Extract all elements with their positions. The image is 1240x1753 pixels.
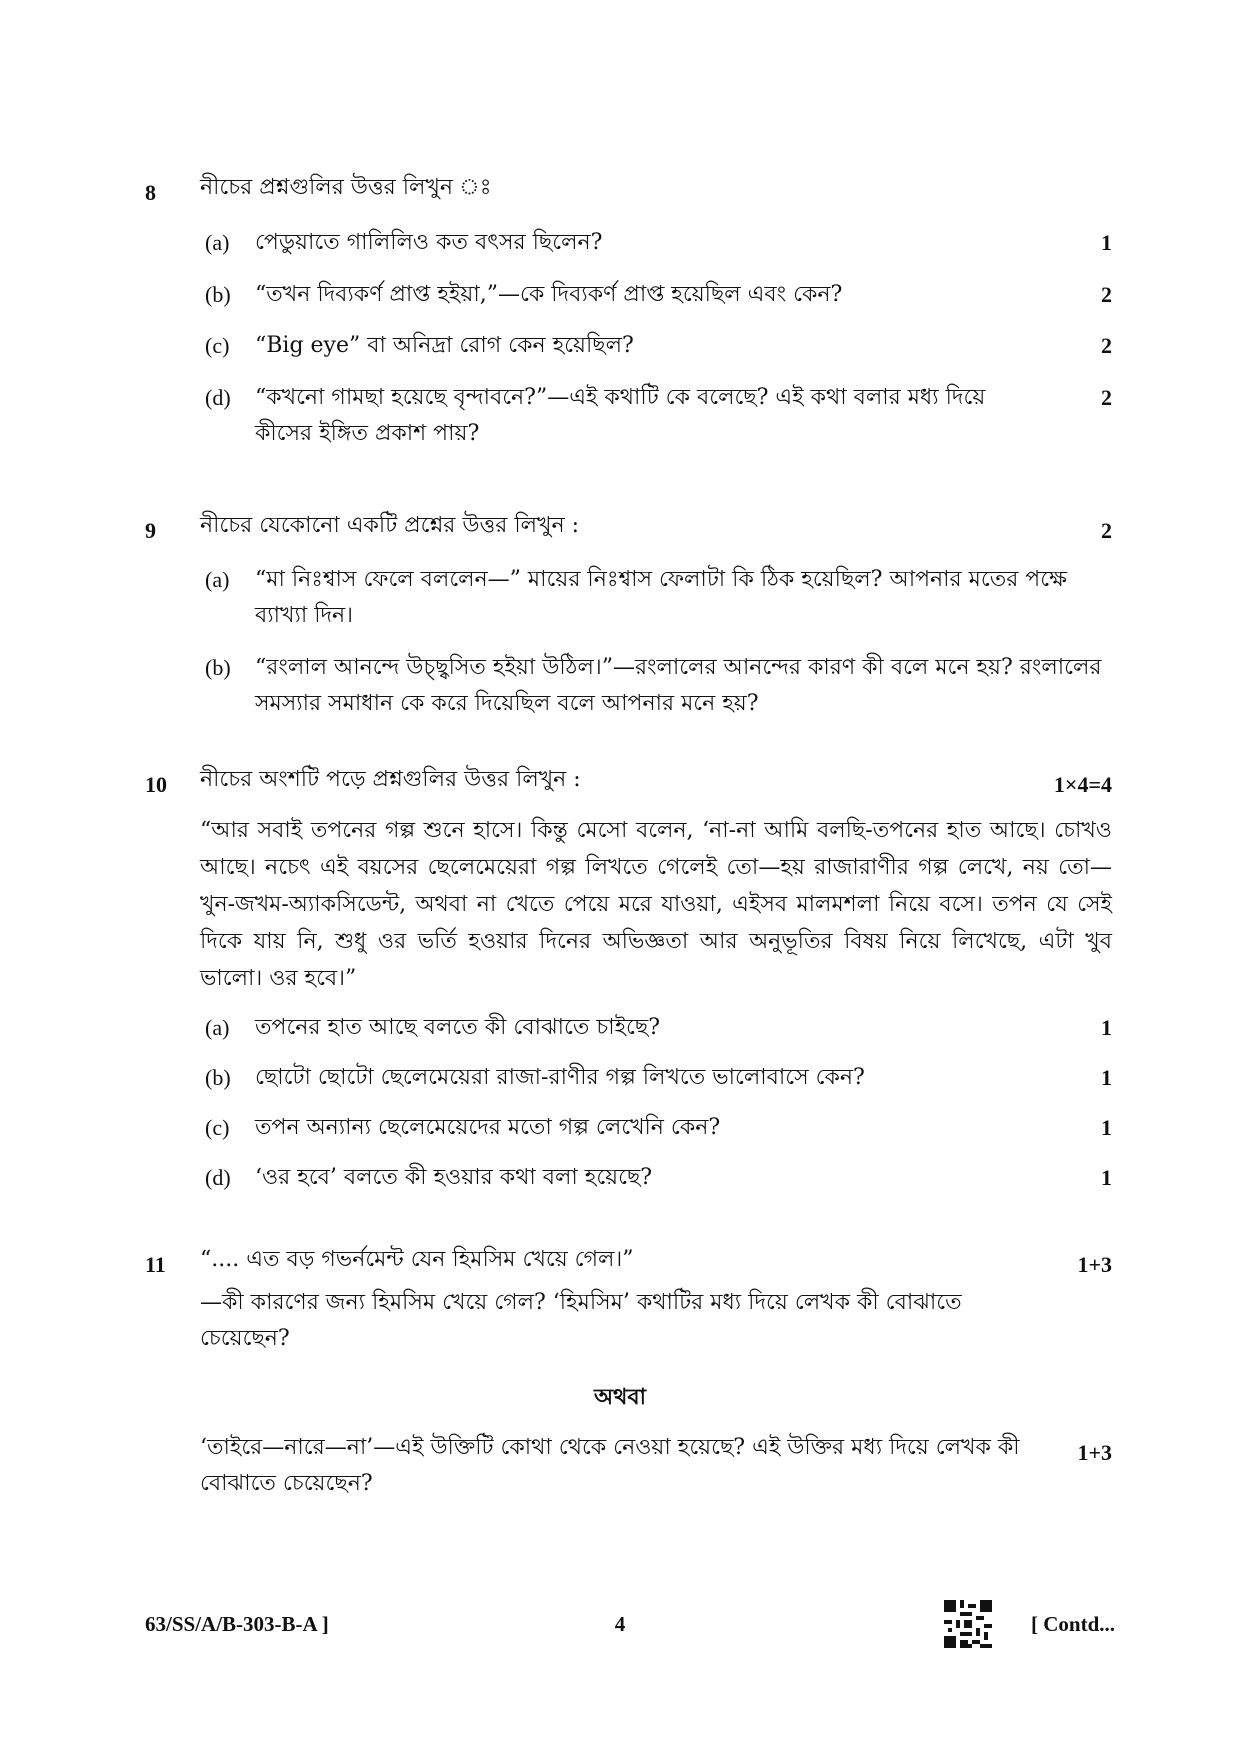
q8-item-c-mark: 2	[1101, 333, 1112, 358]
q9-item-a-label: (a)	[205, 567, 230, 592]
or-divider: অথবা	[594, 1384, 646, 1410]
q10-item-c-text: তপন অন্যান্য ছেলেমেয়েদের মতো গল্প লেখেনি কেন?	[255, 1115, 721, 1140]
question-9-stem: নীচের যেকোনো একটি প্রশ্নের উত্তর লিখুন :	[200, 513, 580, 538]
question-11-mark: 1+3	[1077, 1252, 1112, 1277]
question-10-number: 10	[145, 772, 167, 797]
q10-item-d	[205, 1160, 1025, 1196]
qr-code-icon	[944, 1600, 992, 1648]
q8-item-d-label: (d)	[205, 385, 231, 410]
q9-item-a	[205, 562, 1117, 634]
q10-item-d-label: (d)	[205, 1165, 231, 1190]
q8-item-b-label: (b)	[205, 282, 231, 307]
question-10-stem: নীচের অংশটি পড়ে প্রশ্নগুলির উত্তর লিখুন :	[200, 767, 581, 792]
continued-label: [ Contd...	[1030, 1612, 1115, 1636]
q10-item-c	[205, 1110, 1025, 1146]
question-8-number: 8	[145, 180, 156, 205]
q10-item-b-label: (b)	[205, 1065, 231, 1090]
question-11-alt-mark: 1+3	[1077, 1440, 1112, 1465]
q9-item-a-text: “মা নিঃশ্বাস ফেলে বললেন—” মায়ের নিঃশ্বাস ফেলাটা কি ঠিক হয়েছিল? আপনার মতের পক্ষে ব্যাখ্যা দিন।	[255, 567, 1067, 628]
page-number: 4	[614, 1612, 626, 1636]
q10-item-a-mark: 1	[1101, 1015, 1112, 1040]
q10-item-d-mark: 1	[1101, 1165, 1112, 1190]
q8-item-d-mark: 2	[1101, 385, 1112, 410]
q8-item-a-text: পেডুয়াতে গালিলিও কত বৎসর ছিলেন?	[255, 230, 603, 255]
question-11-quote: “.... এত বড় গভর্নমেন্ট যেন হিমসিম খেয়ে গেল।”	[200, 1247, 634, 1272]
q10-item-b	[205, 1060, 1025, 1096]
q10-item-b-text: ছোটো ছোটো ছেলেমেয়েরা রাজা-রাণীর গল্প লিখতে ভালোবাসে কেন?	[255, 1065, 865, 1090]
q8-item-b-mark: 2	[1101, 282, 1112, 307]
q8-item-d-text: “কখনো গামছা হয়েছে বৃন্দাবনে?”—এই কথাটি কে বলেছে? এই কথা বলার মধ্য দিয়ে কীসের ইঙ্গিত প্রকাশ পায়?	[255, 385, 986, 446]
q10-item-a-label: (a)	[205, 1015, 230, 1040]
q8-item-c	[205, 328, 1025, 364]
q10-item-a-text: তপনের হাত আছে বলতে কী বোঝাতে চাইছে?	[255, 1015, 661, 1040]
paper-code: 63/SS/A/B-303-B-A ]	[145, 1612, 329, 1636]
q10-item-d-text: ‘ওর হবে’ বলতে কী হওয়ার কথা বলা হয়েছে?	[255, 1165, 653, 1190]
question-9-mark: 2	[1101, 518, 1112, 543]
q9-item-b	[205, 650, 1117, 722]
question-11-text: —কী কারণের জন্য হিমসিম খেয়ে গেল? ‘হিমসিম’ কথাটির মধ্য দিয়ে লেখক কী বোঝাতে চেয়েছেন?	[200, 1290, 962, 1351]
question-11-alt-text: ‘তাইরে—নারে—না’—এই উক্তিটি কোথা থেকে নেওয়া হয়েছে? এই উক্তির মধ্য দিয়ে লেখক কী বোঝাতে চেয়েছেন?	[200, 1435, 1020, 1496]
q8-item-b	[205, 277, 1025, 313]
q8-item-c-label: (c)	[205, 333, 230, 358]
q10-item-a	[205, 1010, 1025, 1046]
q10-item-c-mark: 1	[1101, 1115, 1112, 1140]
q8-item-a-mark: 1	[1101, 230, 1112, 255]
q10-item-c-label: (c)	[205, 1115, 230, 1140]
q8-item-a	[205, 225, 1025, 261]
q8-item-b-text: “তখন দিব্যকর্ণ প্রাপ্ত হইয়া,”—কে দিব্যকর্ণ প্রাপ্ত হয়েছিল এবং কেন?	[255, 282, 843, 307]
q8-item-a-label: (a)	[205, 230, 230, 255]
q10-passage: “আর সবাই তপনের গল্প শুনে হাসে। কিন্তু মেসো বলেন, ‘না-না আমি বলছি-তপনের হাত আছে। চোখও আছে। নচেৎ এই বয়সের ছেলেমেয়েরা গল্প লিখতে গেলেই তো—হয় রাজারাণীর গল্প লেখে, নয় তো—খুন-জখম-অ্যাকসিডেন্ট, অথবা না খেতে পেয়ে মরে যাওয়া, এইসব মালমশলা নিয়ে বসে। তপন যে সেই দিকে যায় নি, শুধু ওর ভর্তি হওয়ার দিনের অভিজ্ঞতা আর অনুভূতির বিষয় নিয়ে লিখেছে, এটা খুব ভালো। ওর হবে।”	[200, 818, 1112, 991]
q8-item-c-text: “Big eye” বা অনিদ্রা রোগ কেন হয়েছিল?	[255, 333, 634, 358]
q8-item-d	[205, 380, 995, 452]
question-11-number: 11	[145, 1252, 166, 1277]
q9-item-b-text: “রংলাল আনন্দে উচ্ছ্বসিত হইয়া উঠিল।”—রংলালের আনন্দের কারণ কী বলে মনে হয়? রংলালের সমস্যার সমাধান কে করে দিয়েছিল বলে আপনার মনে হয়?	[255, 655, 1102, 716]
question-10-mark: 1×4=4	[1053, 772, 1112, 797]
q9-item-b-label: (b)	[205, 655, 231, 680]
question-9-number: 9	[145, 518, 156, 543]
question-8-stem: নীচের প্রশ্নগুলির উত্তর লিখুন ঃ	[200, 175, 492, 200]
q10-item-b-mark: 1	[1101, 1065, 1112, 1090]
